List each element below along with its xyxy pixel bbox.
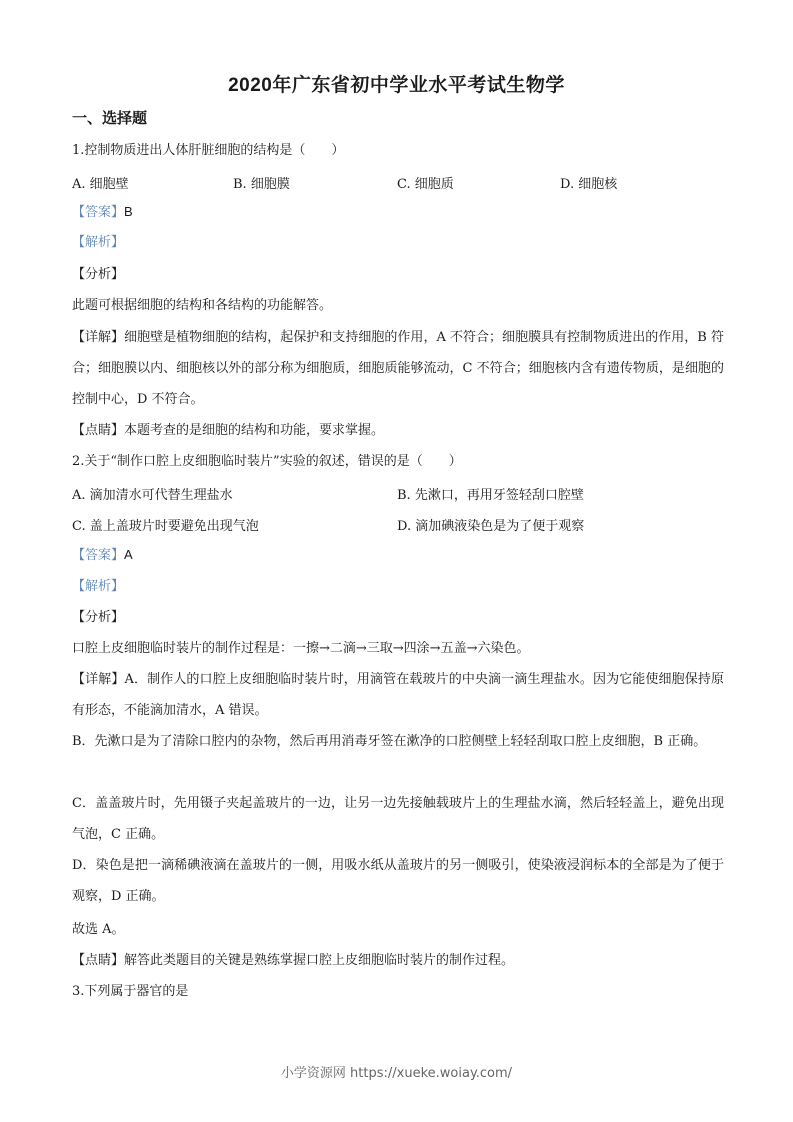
footer-watermark: 小学资源网 https://xueke.woiay.com/ [280, 1066, 513, 1081]
page-title: 2020年广东省初中学业水平考试生物学 [228, 75, 565, 96]
dianjing-text: 本题考查的是细胞的结构和功能，要求掌握。 [124, 423, 385, 438]
question-1-analysis-label: 【解析】 [72, 235, 125, 250]
question-1-option-d: D. 细胞核 [560, 177, 618, 192]
question-2-conclusion: 故选 A。 [72, 922, 125, 937]
question-2-detail-b: B．先漱口是为了清除口腔内的杂物，然后再用消毒牙签在漱净的口腔侧壁上轻轻刮取口腔上皮细胞，B 正确。 [72, 734, 707, 749]
dianjing-label: 【点睛】 [72, 953, 125, 968]
question-1-stem: 1.控制物质进出人体肝脏细胞的结构是（ ） [72, 143, 345, 158]
answer-label: 【答案】 [72, 205, 125, 220]
question-3-stem: 3.下列属于器官的是 [72, 984, 189, 999]
question-1-fenxi-text: 此题可根据细胞的结构和各结构的功能解答。 [72, 298, 333, 313]
dianjing-text: 解答此类题目的关键是熟练掌握口腔上皮细胞临时装片的制作过程。 [124, 953, 515, 968]
question-2-option-c: C. 盖上盖玻片时要避免出现气泡 [72, 519, 259, 534]
question-2-stem: 2.关于“制作口腔上皮细胞临时装片”实验的叙述，错误的是（ ） [72, 454, 462, 469]
section-heading: 一、选择题 [72, 109, 148, 127]
question-1-fenxi-label: 【分析】 [72, 267, 125, 282]
question-2-answer [72, 546, 724, 565]
question-2-fenxi-label: 【分析】 [72, 610, 125, 625]
question-2-option-d: D. 滴加碘液染色是为了便于观察 [397, 519, 585, 534]
question-2-detail-c: C．盖盖玻片时，先用镊子夹起盖玻片的一边，让另一边先接触载玻片上的生理盐水滴，然后轻轻盖上，避免出现气泡，C 正确。 [72, 796, 724, 842]
question-2-fenxi-text: 口腔上皮细胞临时装片的制作过程是：一擦→二滴→三取→四涂→五盖→六染色。 [72, 641, 530, 656]
answer-value: B [124, 204, 133, 219]
question-1-option-a: A. 细胞壁 [72, 177, 129, 192]
question-2-dianjing [72, 952, 724, 970]
question-1-answer [72, 203, 724, 222]
answer-label: 【答案】 [72, 548, 125, 563]
question-1-dianjing [72, 422, 724, 440]
question-2-option-b: B. 先漱口，再用牙签轻刮口腔壁 [397, 488, 584, 503]
detail-label: 【详解】 [72, 330, 125, 345]
question-2-detail-d: D．染色是把一滴稀碘液滴在盖玻片的一侧，用吸水纸从盖玻片的另一侧吸引，使染液浸润标本的全部是为了便于观察，D 正确。 [72, 858, 724, 904]
question-2-detail-a [72, 664, 724, 726]
question-2-option-a: A. 滴加清水可代替生理盐水 [72, 488, 233, 503]
answer-value: A [124, 547, 133, 562]
detail-text: 细胞壁是植物细胞的结构，起保护和支持细胞的作用，A 不符合；细胞膜具有控制物质进出的作用，B 符合；细胞膜以内、细胞核以外的部分称为细胞质，细胞质能够流动，C 不符合；细胞核内含有遗传物质，是细胞的控制中心，D 不符合。 [72, 330, 724, 407]
question-2-analysis-label: 【解析】 [72, 579, 125, 594]
question-1-detail [72, 322, 724, 415]
question-1-option-b: B. 细胞膜 [233, 177, 290, 192]
question-1-option-c: C. 细胞质 [397, 177, 454, 192]
dianjing-label: 【点睛】 [72, 423, 125, 438]
detail-label: 【详解】 [72, 672, 125, 687]
detail-text-a: A．制作人的口腔上皮细胞临时装片时，用滴管在载玻片的中央滴一滴生理盐水。因为它能使细胞保持原有形态，不能滴加清水，A 错误。 [72, 672, 724, 718]
